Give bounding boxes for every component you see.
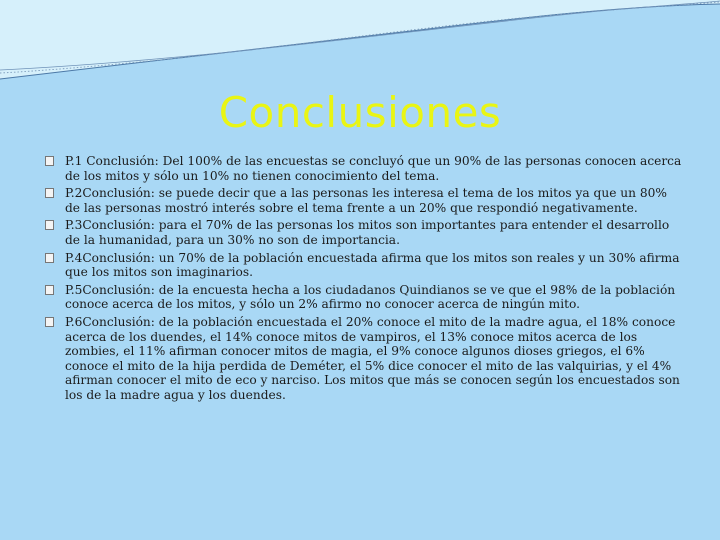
conclusion-item bbox=[45, 315, 685, 403]
slide-title: Conclusiones bbox=[218, 88, 502, 137]
conclusion-text: P.2Conclusión: se puede decir que a las personas les interesa el tema de los mitos ya que un 80% de las personas mostró interés sobre el tema frente a un 20% que respondió negativamente. bbox=[65, 186, 667, 215]
conclusion-text: P.1 Conclusión: Del 100% de las encuestas se concluyó que un 90% de las personas conocen acerca de los mitos y sólo un 10% no tienen conocimiento del tema. bbox=[65, 154, 682, 183]
conclusion-item bbox=[45, 186, 685, 215]
square-bullet-icon bbox=[45, 285, 54, 295]
square-bullet-icon bbox=[45, 220, 54, 230]
square-bullet-icon bbox=[45, 317, 54, 327]
conclusion-text: P.3Conclusión: para el 70% de las personas los mitos son importantes para entender el desarrollo de la humanidad, para un 30% no son de importancia. bbox=[65, 218, 670, 247]
square-bullet-icon bbox=[45, 253, 54, 263]
conclusion-item bbox=[45, 251, 685, 280]
conclusion-text: P.5Conclusión: de la encuesta hecha a los ciudadanos Quindianos se ve que el 98% de la población conoce acerca de los mitos, y sólo un 2% afirmo no conocer acerca de ningún mito. bbox=[65, 282, 676, 312]
wave-decoration bbox=[0, 0, 720, 90]
square-bullet-icon bbox=[45, 188, 54, 198]
conclusion-item bbox=[45, 218, 685, 247]
conclusions-list bbox=[45, 154, 685, 406]
conclusion-text: P.6Conclusión: de la población encuestada el 20% conoce el mito de la madre agua, el 18% conoce acerca de los duendes, el 14% conoce mitos de vampiros, el 13% conoce mitos acerca de los zombies, el 11% afirman conocer mitos de magia, el 9% conoce algunos dioses griegos, el 6% conoce el mito de la hija perdida de Deméter, el 5% dice conocer el mito de las valquirias, y el 4% afirman conocer el mito de eco y narciso. Los mitos que más se conocen según los encuestados son los de la madre agua y los duendes. bbox=[65, 314, 680, 402]
conclusion-item bbox=[45, 154, 685, 183]
conclusion-text: P.4Conclusión: un 70% de la población encuestada afirma que los mitos son reales y un 30% afirma que los mitos son imaginarios. bbox=[65, 250, 680, 280]
conclusion-item bbox=[45, 283, 685, 312]
square-bullet-icon bbox=[45, 156, 54, 166]
